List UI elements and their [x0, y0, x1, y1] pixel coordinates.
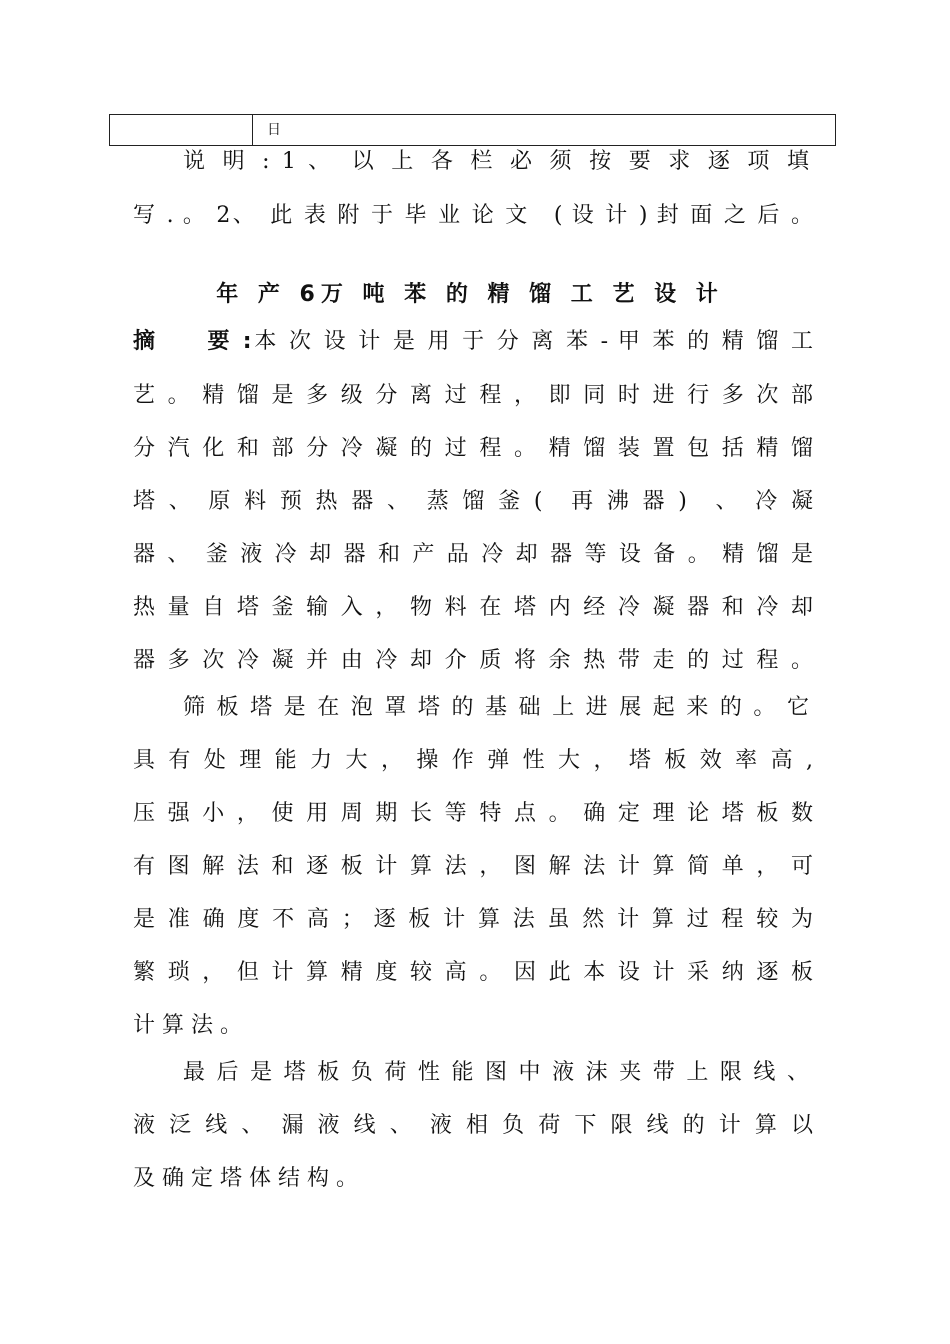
- paragraph-2-line: 具 有 处 理 能 力 大 ， 操 作 弹 性 大 ， 塔 板 效 率 高 ,: [133, 748, 813, 773]
- document-title: 年 产 6万 吨 苯 的 精 馏 工 艺 设 计: [216, 282, 724, 307]
- abstract-line: 艺 。 精 馏 是 多 级 分 离 过 程 ， 即 同 时 进 行 多 次 部: [133, 383, 813, 408]
- table-fragment: [109, 114, 836, 146]
- note-line-2: 写 . 。 2、 此 表 附 于 毕 业 论 文 ( 设 计 ) 封 面 之 后 。: [133, 203, 813, 228]
- abstract-line: 器 多 次 冷 凝 并 由 冷 却 介 质 将 余 热 带 走 的 过 程 。: [133, 648, 813, 673]
- paragraph-2-line: 压 强 小 ， 使 用 周 期 长 等 特 点 。 确 定 理 论 塔 板 数: [133, 801, 813, 826]
- paragraph-2-last-line: 计 算 法 。: [133, 1013, 242, 1038]
- paragraph-3-first-line: 最 后 是 塔 板 负 荷 性 能 图 中 液 沫 夹 带 上 限 线 、: [183, 1060, 809, 1085]
- abstract-line-1: [133, 327, 813, 357]
- abstract-label: 摘 要 :: [133, 329, 252, 354]
- abstract-line: 分 汽 化 和 部 分 冷 凝 的 过 程 。 精 馏 装 置 包 括 精 馏: [133, 436, 813, 461]
- note-line-1: 说 明 : 1 、 以 上 各 栏 必 须 按 要 求 逐 项 填: [183, 149, 809, 174]
- abstract-line: 器 、 釜 液 冷 却 器 和 产 品 冷 却 器 等 设 备 。 精 馏 是: [133, 542, 813, 567]
- paragraph-2-line: 是 准 确 度 不 高 ； 逐 板 计 算 法 虽 然 计 算 过 程 较 为: [133, 907, 813, 932]
- paragraph-3-last-line: 及 确 定 塔 体 结 构 。: [133, 1166, 358, 1191]
- paragraph-2-first-line: 筛 板 塔 是 在 泡 罩 塔 的 基 础 上 进 展 起 来 的 。 它: [183, 695, 809, 720]
- table-cell-left: [110, 115, 253, 145]
- paragraph-2-line: 有 图 解 法 和 逐 板 计 算 法 ， 图 解 法 计 算 简 单 ， 可: [133, 854, 813, 879]
- table-cell-day: 日: [267, 122, 283, 138]
- abstract-line: 热 量 自 塔 釜 输 入 ， 物 料 在 塔 内 经 冷 凝 器 和 冷 却: [133, 595, 813, 620]
- abstract-line: 塔 、 原 料 预 热 器 、 蒸 馏 釜 ( 再 沸 器 ) 、 冷 凝: [133, 489, 813, 514]
- abstract-line-1-text: 本 次 设 计 是 用 于 分 离 苯 - 甲 苯 的 精 馏 工: [251, 329, 813, 354]
- paragraph-2-line: 繁 琐 ， 但 计 算 精 度 较 高 。 因 此 本 设 计 采 纳 逐 板: [133, 960, 813, 985]
- paragraph-3-line: 液 泛 线 、 漏 液 线 、 液 相 负 荷 下 限 线 的 计 算 以: [133, 1113, 813, 1138]
